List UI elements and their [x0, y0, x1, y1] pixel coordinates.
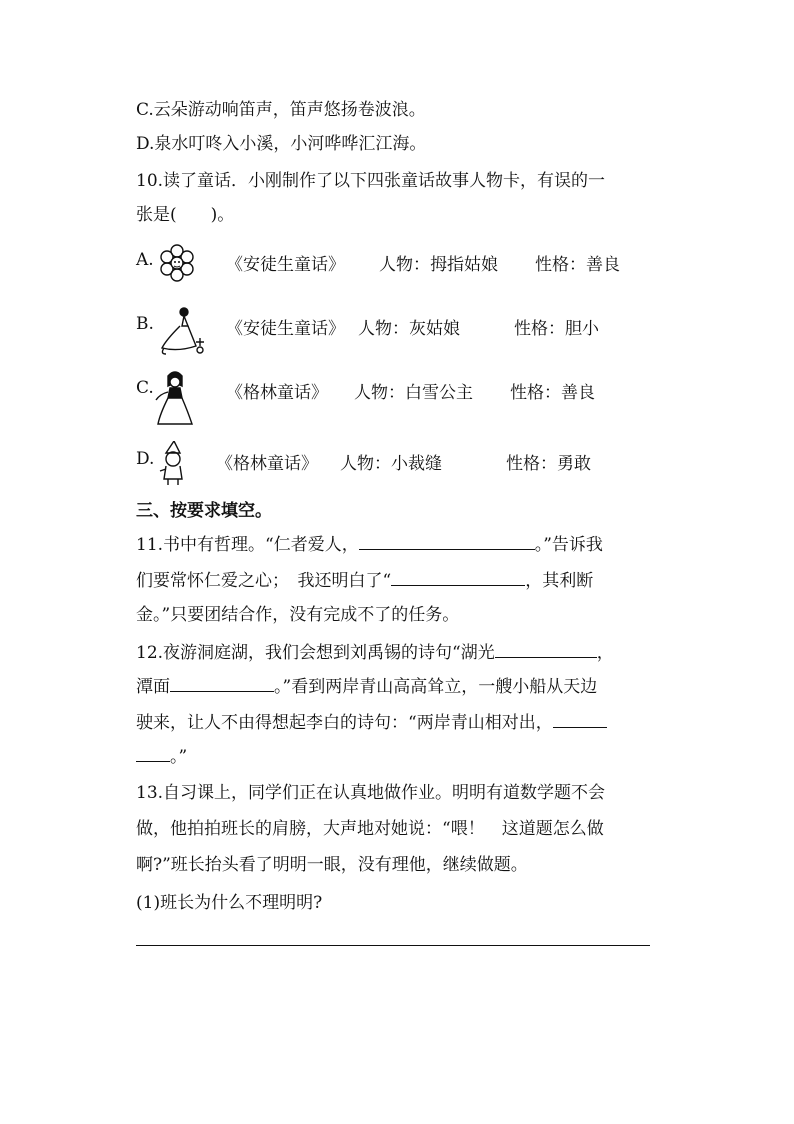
answer-line[interactable] [136, 945, 650, 946]
little-tailor-icon [152, 441, 192, 485]
card-book: 《格林童话》 [226, 383, 328, 403]
q12-text: 。” [170, 747, 188, 767]
q12-line4 [136, 744, 187, 770]
card-trait: 性格：勇敢 [506, 454, 591, 474]
q11-line3: 金。”只要团结合作，没有完成不了的任务。 [136, 605, 460, 625]
fill-blank[interactable] [136, 744, 170, 762]
q10-stem-line1: 10.读了童话．小刚制作了以下四张童话故事人物卡，有误的一 [136, 171, 606, 191]
q12-text: ， [596, 643, 614, 663]
q12-text: 驶来，让人不由得想起李白的诗句：“两岸青山相对出， [136, 713, 553, 733]
card-letter: D. [136, 449, 155, 469]
q12-text: 12.夜游洞庭湖，我们会想到刘禹锡的诗句“湖光 [136, 643, 495, 663]
card-trait: 性格：善良 [535, 255, 620, 275]
card-letter: B. [136, 314, 154, 334]
snow-white-icon [152, 370, 198, 426]
card-trait: 性格：胆小 [514, 319, 599, 339]
q9-option-d: D.泉水叮咚入小溪，小河哗哗汇江海。 [136, 134, 427, 154]
card-character: 人物：拇指姑娘 [379, 255, 498, 275]
card-book: 《格林童话》 [216, 454, 318, 474]
card-book: 《安徒生童话》 [226, 255, 345, 275]
section-3-heading: 三、按要求填空。 [136, 501, 272, 521]
q12-text: 。”看到两岸青山高高耸立，一艘小船从天边 [274, 677, 598, 697]
q10-stem-line2: 张是( )。 [136, 205, 235, 225]
card-character: 人物：小裁缝 [340, 454, 442, 474]
card-letter: C. [136, 378, 154, 398]
fill-blank[interactable] [359, 532, 535, 550]
q11-text: 11.书中有哲理。“仁者爱人， [136, 535, 359, 555]
q13-line3: 啊?”班长抬头看了明明一眼，没有理他，继续做题。 [136, 855, 528, 875]
q11-text: 。”告诉我 [534, 535, 603, 555]
q11-text: ，其利断 [525, 571, 594, 591]
fill-blank[interactable] [170, 674, 274, 692]
fill-blank[interactable] [391, 568, 525, 586]
q12-line3 [136, 710, 607, 736]
q12-text: 潭面 [136, 677, 170, 697]
q12-line2 [136, 674, 597, 700]
fill-blank[interactable] [495, 640, 597, 658]
q9-option-c: C.云朵游动响笛声，笛声悠扬卷波浪。 [136, 100, 426, 120]
q11-line2 [136, 568, 593, 594]
q11-text: 们要常怀仁爱之心； 我还明白了“ [136, 571, 392, 591]
card-letter: A. [136, 250, 154, 270]
thumbelina-icon [156, 242, 198, 284]
fill-blank[interactable] [553, 710, 607, 728]
card-character: 人物：白雪公主 [354, 383, 473, 403]
q13-line2: 做，他拍拍班长的肩膀，大声地对她说：“喂！ 这道题怎么做 [136, 819, 604, 839]
card-trait: 性格：善良 [510, 383, 595, 403]
card-character: 人物：灰姑娘 [358, 319, 460, 339]
q12-line1 [136, 640, 614, 666]
q11-line1 [136, 532, 603, 558]
q13-line1: 13.自习课上，同学们正在认真地做作业。明明有道数学题不会 [136, 783, 606, 803]
card-book: 《安徒生童话》 [226, 319, 345, 339]
cinderella-icon [156, 306, 208, 358]
q13-sub-question-1: (1)班长为什么不理明明? [136, 893, 323, 913]
